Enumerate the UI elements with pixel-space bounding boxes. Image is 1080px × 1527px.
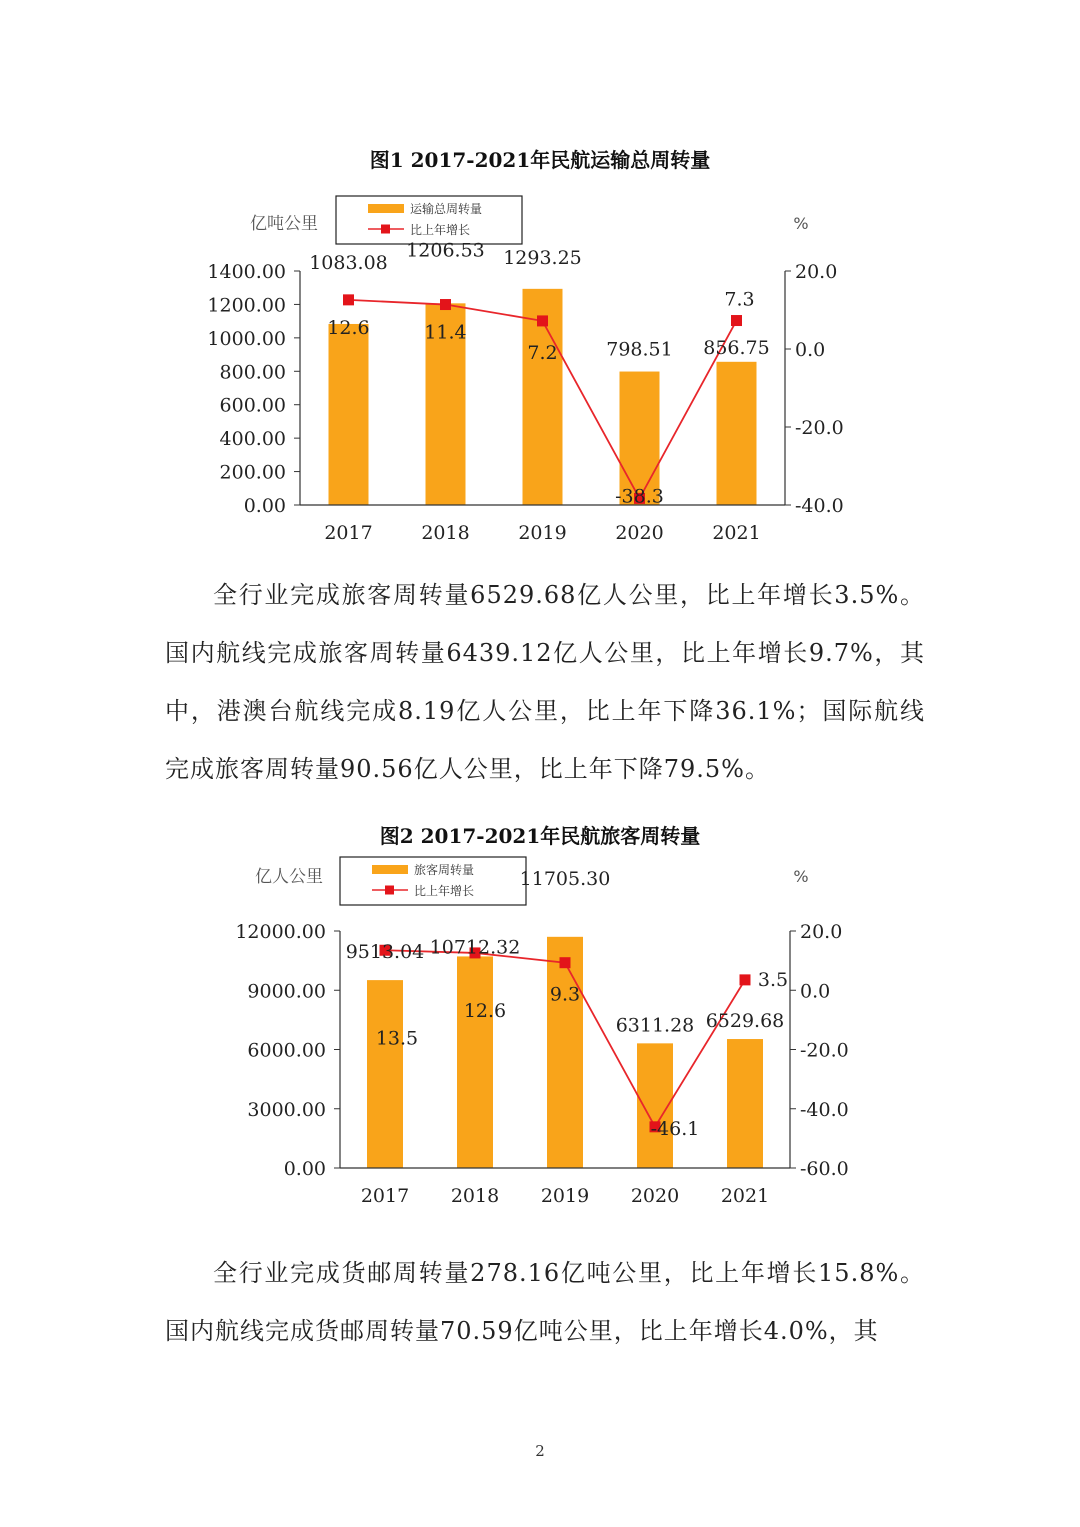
y2-tick-label: 0.0 — [795, 339, 826, 361]
bar-value-label: 6529.68 — [705, 1010, 785, 1033]
growth-value-label: 11.4 — [424, 321, 467, 344]
x-tick-label: 2020 — [630, 1185, 680, 1207]
growth-marker-2018 — [440, 299, 451, 310]
chart-2-svg — [0, 812, 1080, 1222]
bar-value-label: 9513.04 — [345, 941, 425, 964]
y2-tick-label: -40.0 — [800, 1098, 849, 1121]
bar-value-label: 1206.53 — [406, 239, 485, 262]
chart-title: 图1 2017-2021年民航运输总周转量 — [369, 148, 711, 172]
chart-1 — [0, 135, 1080, 555]
x-tick-label: 2021 — [720, 1185, 770, 1207]
y-tick-label: 600.00 — [219, 394, 286, 417]
growth-marker-2021 — [731, 315, 742, 326]
growth-marker-2021 — [740, 974, 751, 985]
growth-value-label: 7.2 — [527, 341, 558, 364]
bar-value-label: 1293.25 — [503, 246, 582, 269]
legend-line-label: 比上年增长 — [414, 884, 475, 898]
growth-value-label: 9.3 — [549, 983, 581, 1006]
bar-2018 — [457, 956, 493, 1168]
y2-tick-label: 0.0 — [800, 980, 831, 1003]
x-tick-label: 2019 — [518, 522, 567, 544]
y-tick-label: 12000.00 — [235, 921, 326, 943]
chart-title: 图2 2017-2021年民航旅客周转量 — [379, 824, 701, 848]
y-tick-label: 0.00 — [283, 1158, 326, 1180]
legend-bar-label: 旅客周转量 — [414, 863, 475, 877]
y-tick-label: 9000.00 — [247, 980, 326, 1003]
bar-value-label: 856.75 — [703, 336, 770, 359]
bar-value-label: 798.51 — [606, 338, 673, 361]
growth-value-label: -46.1 — [650, 1117, 700, 1140]
legend-bar-swatch — [368, 204, 404, 213]
x-tick-label: 2019 — [540, 1185, 590, 1207]
bar-value-label: 1083.08 — [309, 251, 388, 274]
legend-bar-swatch — [372, 865, 408, 874]
y-tick-label: 200.00 — [219, 461, 286, 484]
bar-2021 — [727, 1039, 763, 1168]
y2-axis-label: % — [793, 867, 809, 886]
chart-2 — [0, 812, 1080, 1222]
growth-value-label: 7.3 — [724, 288, 755, 311]
growth-value-label: 12.6 — [463, 999, 507, 1022]
y-axis-label: 亿吨公里 — [250, 214, 318, 234]
growth-value-label: 12.6 — [327, 316, 370, 339]
legend-bar-label: 运输总周转量 — [410, 202, 483, 216]
y2-tick-label: -60.0 — [800, 1158, 849, 1180]
paragraph-cargo-turnover: 全行业完成货邮周转量278.16亿吨公里，比上年增长15.8%。国内航线完成货邮周转量70.59亿吨公里，比上年增长4.0%，其 — [165, 1259, 925, 1345]
x-tick-label: 2018 — [421, 522, 470, 544]
growth-value-label: 3.5 — [757, 968, 789, 991]
x-tick-label: 2017 — [360, 1185, 410, 1207]
y2-tick-label: -40.0 — [795, 495, 844, 517]
y-tick-label: 1400.00 — [207, 261, 286, 283]
growth-marker-2019 — [537, 315, 548, 326]
chart-1-svg — [0, 135, 1080, 555]
growth-marker-2017 — [343, 294, 354, 305]
y-tick-label: 1000.00 — [207, 327, 286, 350]
y-tick-label: 0.00 — [243, 495, 286, 517]
bar-value-label: 11705.30 — [519, 867, 611, 890]
x-tick-label: 2017 — [324, 522, 373, 544]
bar-2017 — [367, 980, 403, 1168]
legend-line-marker — [381, 225, 390, 234]
bar-2021 — [717, 362, 757, 505]
bar-value-label: 6311.28 — [615, 1014, 695, 1037]
x-tick-label: 2020 — [615, 522, 664, 544]
bar-value-label: 10712.32 — [429, 936, 521, 959]
x-tick-label: 2021 — [712, 522, 761, 544]
y-tick-label: 3000.00 — [247, 1098, 326, 1121]
y2-tick-label: 20.0 — [795, 261, 838, 283]
x-tick-label: 2018 — [450, 1185, 500, 1207]
y2-tick-label: -20.0 — [800, 1039, 849, 1062]
legend-line-marker — [385, 886, 394, 895]
growth-value-label: 13.5 — [375, 1027, 419, 1050]
y-tick-label: 1200.00 — [207, 294, 286, 317]
y-tick-label: 6000.00 — [247, 1039, 326, 1062]
y-tick-label: 800.00 — [219, 361, 286, 384]
y-axis-label: 亿人公里 — [255, 867, 323, 887]
growth-marker-2019 — [560, 957, 571, 968]
y2-tick-label: 20.0 — [800, 921, 843, 943]
growth-value-label: -38.3 — [615, 485, 664, 508]
bar-2019 — [547, 937, 583, 1168]
page-number: 2 — [535, 1442, 545, 1460]
y2-tick-label: -20.0 — [795, 417, 844, 439]
y2-axis-label: % — [793, 214, 809, 233]
paragraph-passenger-turnover: 全行业完成旅客周转量6529.68亿人公里，比上年增长3.5%。国内航线完成旅客周转量6439.12亿人公里，比上年增长9.7%，其中，港澳台航线完成8.19亿人公里，比上年下降36.1%；国际航线完成旅客周转量90.56亿人公里，比上年下降79.5%。 — [165, 581, 925, 783]
bar-2017 — [329, 324, 369, 505]
legend-line-label: 比上年增长 — [410, 223, 471, 237]
y-tick-label: 400.00 — [219, 428, 286, 451]
